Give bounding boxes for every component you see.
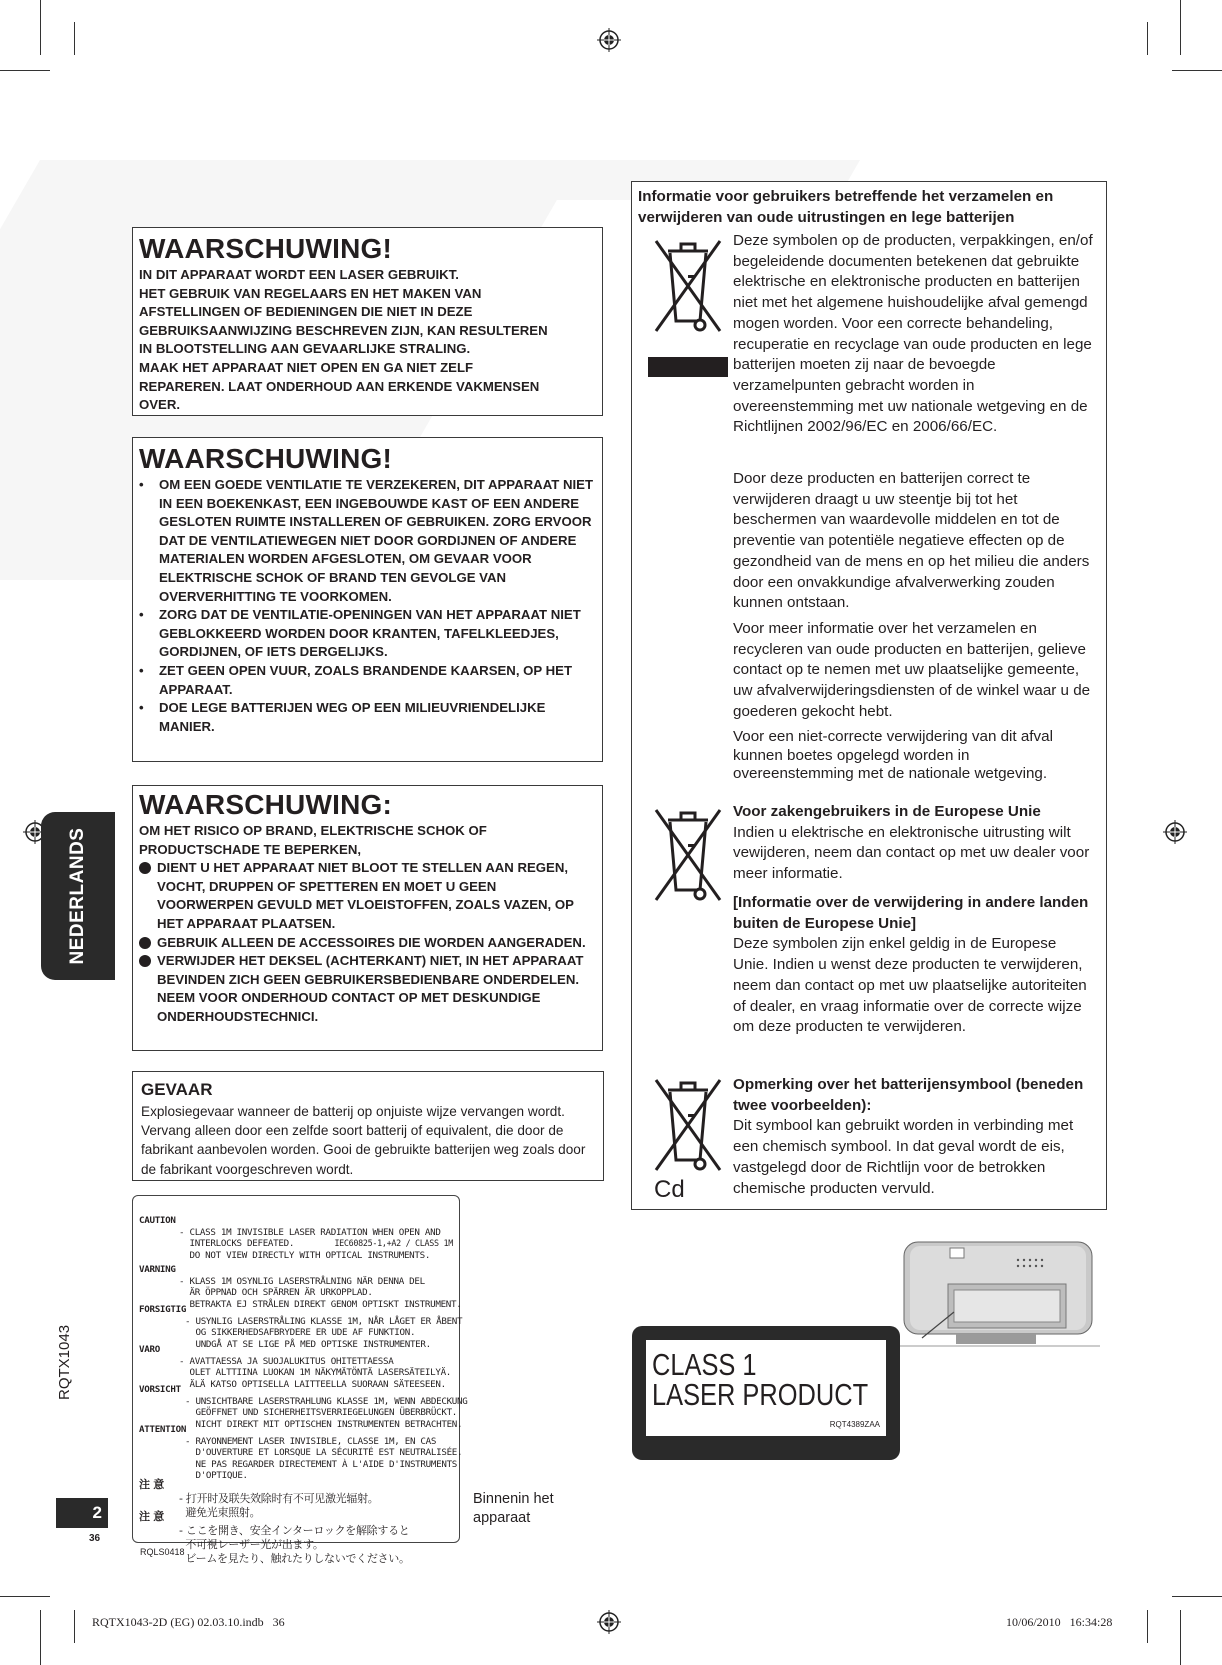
registration-mark-icon [597, 28, 621, 52]
footer-right: 10/06/2010 16:34:28 [1006, 1615, 1113, 1629]
warning-bullet: • ZORG DAT DE VENTILATIE-OPENINGEN VAN HET APPARAAT NIET GEBLOKKEERD WORDEN DOOR KRANTEN, TAFELKLEEDJES, GORDIJNEN, OF IETS DERGELIJKS. [139, 607, 581, 660]
warning-bullet: DIENT U HET APPARAAT NIET BLOOT TE STELLEN AAN REGEN, VOCHT, DRUPPEN OF SPETTEREN EN MOET U GEEN VOORWERPEN GEVULD MET VLOEISTOFFEN, ZOALS VAZEN, OP HET APPARAAT PLAATSEN. [139, 859, 596, 933]
info-battery-text: Dit symbool kan gebruikt worden in verbinding met een chemisch symbool. In dat geval wordt de eis, vastgelegd door de Richtlijn voor de betrokken chemische producten vervuld. [733, 1117, 1074, 1197]
info-battery-title: Opmerking over het batterijensymbool (beneden twee voorbeelden): [733, 1076, 1084, 1114]
page-number-badge [56, 1498, 108, 1528]
laser-class-line2: LASER PRODUCT [652, 1377, 869, 1412]
caution-row: FORSIGTIG - USYNLIG LASERSTRÅLING KLASSE 1M, NÅR LÅGET ER ÅBENT OG SIKKERHEDSAFBRYDERE ER UDE AF FUNKTION. UNDGÅ AT SE LIGE PÅ MED OPTISKE INSTRUMENTER. [139, 1304, 463, 1350]
language-tab [41, 812, 115, 980]
crop-mark [1172, 70, 1222, 71]
warning-title: WAARSCHUWING: [139, 789, 393, 820]
crop-mark [0, 70, 50, 71]
caution-row: 注 意 - 打开时及联失效除时有不可见激光辐射。 避免光束照射。 [139, 1478, 379, 1519]
crop-mark [1147, 22, 1148, 55]
doc-code: RQTX1043 [56, 1324, 73, 1400]
info-other [733, 893, 1093, 1038]
crop-mark [40, 0, 41, 55]
info-business [733, 802, 1093, 885]
warning-title: WAARSCHUWING! [139, 443, 393, 474]
caution-row: VORSICHT - UNSICHTBARE LASERSTRAHLUNG KLASSE 1M, WENN ABDECKUNG GEÖFFNET UND SICHERHEITSVERRIEGELUNGEN ÜBERBRÜCKT. NICHT DIREKT MIT OPTISCHEN INSTRUMENTEN BETRACHTEN. [139, 1384, 468, 1430]
crossed-bin-icon [648, 804, 728, 904]
crop-mark [74, 1610, 75, 1643]
cadmium-symbol: Cd [654, 1176, 685, 1203]
info-paragraph: Voor een niet-correcte verwijdering van dit afval kunnen boetes opgelegd worden in overeenstemming met de nationale wetgeving. [733, 728, 1053, 783]
info-paragraph: Door deze producten en batterijen correct te verwijderen draagt u uw steentje bij tot het beschermen van waardevolle middelen en tot de preventie van potentiële negatieve effecten op de gezondheid van de mens en op het milieu die anders door een onvakkundige afvalverwerking zouden kunnen ontstaan. [733, 470, 1090, 612]
caution-row: 注 意 - ここを開き、安全インターロックを解除すると 不可視レーザー光が出ます。 ビームを見たり、触れたりしないでください。 [139, 1510, 410, 1565]
warning-bullet: • ZET GEEN OPEN VUUR, ZOALS BRANDENDE KAARSEN, OP HET APPARAAT. [139, 662, 573, 697]
warning-title: WAARSCHUWING! [139, 233, 393, 264]
info-business-text: Indien u elektrische en elektronische uitrusting wilt vewijderen, neem dan contact op met uw dealer voor meer informatie. [733, 823, 1090, 883]
crop-mark [0, 1596, 50, 1597]
caution-row: ATTENTION - RAYONNEMENT LASER INVISIBLE, CLASSE 1M, EN CAS D'OUVERTURE ET LORSQUE LA SÉCURITÉ EST NEUTRALISÉE. NE PAS REGARDER DIRECTEMENT À L'AIDE D'INSTRUMENTS D'OPTIQUE. [139, 1424, 463, 1482]
info-battery [733, 1075, 1093, 1199]
info-paragraph: Voor meer informatie over het verzamelen en recycleren van oude producten en batterijen, gelieve contact op te nemen met uw plaatselijke gemeente, uw afvalverwijderingsdiensten of de winkel waar u de goederen gekocht hebt. [733, 620, 1091, 720]
laser-class-line1: CLASS 1 [652, 1347, 757, 1382]
warning-box-ventilation [132, 437, 603, 762]
gevaar-text: Explosiegevaar wanneer de batterij op onjuiste wijze vervangen wordt. Vervang alleen door een zelfde soort batterij of equivalent, die door de fabrikant aanbevolen worden. Gooi de gebruikte batterijen weg zoals door de fabrikant voorgeschreven wordt. [141, 1104, 586, 1177]
page-number-small: 36 [89, 1533, 101, 1544]
crop-mark [1172, 1596, 1222, 1597]
warning-box-moisture [132, 785, 603, 1051]
info-box [631, 181, 1107, 1210]
crossed-bin-icon [648, 235, 728, 377]
laser-class-label-inner [646, 1340, 886, 1436]
warning-bullet: • DOE LEGE BATTERIJEN WEG OP EEN MILIEUVRIENDELIJKE MANIER. [139, 700, 546, 734]
caution-label-code: RQLS0418 [140, 1547, 185, 1557]
info-other-title: [Informatie over de verwijdering in andere landen buiten de Europese Unie] [733, 894, 1089, 932]
caution-standard: IEC60825-1,+A2 / CLASS 1M [334, 1238, 453, 1248]
warning-intro: OM HET RISICO OP BRAND, ELEKTRISCHE SCHOK OF PRODUCTSCHADE TE BEPERKEN, [139, 823, 487, 857]
info-paragraph: Deze symbolen op de producten, verpakkingen, en/of begeleidende documenten betekenen dat gebruikte elektrische en elektronische producten en batterijen niet met het algemene huishoudelijke afval gemengd mogen worden. Voor een correcte behandeling, recuperatie en recyclage van oude producten en lege batterijen moeten zij naar de bevoegde verzamelpunten gebracht worden in overeenstemming met uw nationale wetgeving en de Richtlijnen 2002/96/EC en 2006/66/EC. [733, 232, 1093, 436]
crop-mark [1180, 1610, 1181, 1665]
registration-mark-icon [1163, 820, 1187, 844]
warning-bullet: GEBRUIK ALLEEN DE ACCESSOIRES DIE WORDEN AANGERADEN. [139, 934, 596, 953]
crossed-bin-icon [648, 1074, 728, 1174]
registration-mark-icon [597, 1610, 621, 1634]
laser-class-code: RQT4389ZAA [829, 1420, 880, 1429]
warning-bullets [139, 859, 596, 1026]
warning-bullet: • OM EEN GOEDE VENTILATIE TE VERZEKEREN, DIT APPARAAT NIET IN EEN BOEKENKAST, EEN INGEBOUWDE KAST OF EEN ANDERE GESLOTEN RUIMTE INSTALLEREN OF GEBRUIKEN. ZORG ERVOOR DAT DE VENTILATIEWEGEN NIET DOOR GORDIJNEN OF ANDERE MATERIALEN WORDEN AFGESLOTEN, OM GEVAAR VOOR ELEKTRISCHE SCHOK OF BRAND TEN GEVOLGE VAN OVERVERHITTING TE VOORKOMEN. [139, 477, 593, 604]
gevaar-title: GEVAAR [141, 1080, 213, 1099]
info-other-text: Deze symbolen zijn enkel geldig in de Europese Unie. Indien u wenst deze producten te verwijderen, neem dan contact op met uw plaatselijke autoriteiten of dealer, en vraag informatie over de correcte wijze om deze producten te verwijderen. [733, 935, 1087, 1036]
warning-bullets [139, 476, 596, 736]
gevaar-box [132, 1071, 604, 1181]
caution-row: VARO - AVATTAESSA JA SUOJALUKITUS OHITETTAESSA OLET ALTTIINA LUOKAN 1M NÄKYMÄTÖNTÄ LASERSÄTEILYÄ. ÄLÄ KATSO OPTISELLA LAITTEELLA SUORAAN SÄTEESEEN. [139, 1344, 452, 1390]
info-header: Informatie voor gebruikers betreffende het verzamelen en verwijderen van oude uitrustingen en lege batterijen [638, 188, 1054, 226]
crop-mark [74, 22, 75, 55]
crop-mark [1147, 1610, 1148, 1643]
crop-mark [1180, 0, 1181, 55]
caution-row: CAUTION - CLASS 1M INVISIBLE LASER RADIATION WHEN OPEN AND INTERLOCKS DEFEATED. DO NOT VIEW DIRECTLY WITH OPTICAL INSTRUMENTS. [139, 1215, 441, 1261]
info-business-title: Voor zakengebruikers in de Europese Unie [733, 803, 1041, 820]
binnenin-caption: Binnenin het apparaat [473, 1491, 554, 1526]
caution-row: VARNING - KLASS 1M OSYNLIG LASERSTRÅLNING NÄR DENNA DEL ÄR ÖPPNAD OCH SPÄRREN ÄR URKOPPLAD. BETRAKTA EJ STRÅLEN DIREKT GENOM OPTISKT INSTRUMENT. [139, 1264, 462, 1310]
crop-mark [40, 1610, 41, 1665]
warning-bullet: VERWIJDER HET DEKSEL (ACHTERKANT) NIET, IN HET APPARAAT BEVINDEN ZICH GEEN GEBRUIKERSBEDIENBARE ONDERDELEN. NEEM VOOR ONDERHOUD CONTACT OP MET DESKUNDIGE ONDERHOUDSTECHNICI. [139, 952, 596, 1026]
page-number: 2 [92, 1503, 102, 1522]
callout-line [900, 1310, 960, 1340]
footer-left: RQTX1043-2D (EG) 02.03.10.indb 36 [92, 1615, 285, 1629]
warning-box-laser [132, 227, 603, 416]
warning-text: IN DIT APPARAAT WORDT EEN LASER GEBRUIKT. HET GEBRUIK VAN REGELAARS EN HET MAKEN VAN AFSTELLINGEN OF BEDIENINGEN DIE NIET IN DEZE GEBRUIKSAANWIJZING BESCHREVEN ZIJN, KAN RESULTEREN IN BLOOTSTELLING AAN GEVAARLIJKE STRALING. MAAK HET APPARAAT NIET OPEN EN GA NIET ZELF REPAREREN. LAAT ONDERHOUD AAN ERKENDE VAKMENSEN OVER. [139, 267, 548, 413]
language-tab-label: NEDERLANDS [67, 827, 88, 965]
laser-class-label [632, 1326, 900, 1460]
